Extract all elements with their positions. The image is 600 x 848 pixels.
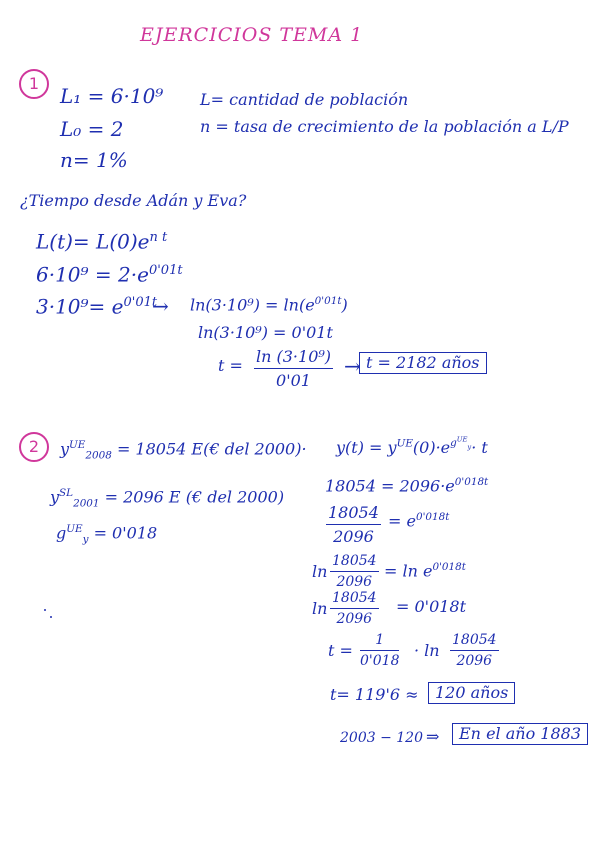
equation-3-exponent: 0'01t xyxy=(123,295,158,310)
equation-4 xyxy=(190,296,348,313)
sub-2008: 2008 xyxy=(85,449,112,462)
equation-1 xyxy=(36,231,167,252)
equation-2-base: 6·10⁹ = 2·e xyxy=(36,262,149,287)
growth-formula xyxy=(336,437,488,456)
formula-y: y(t) = y xyxy=(336,437,397,457)
var-y-sl: y xyxy=(50,487,60,507)
sup-sl: SL xyxy=(59,487,74,499)
var-y: y xyxy=(60,439,70,459)
given-y-sl-2001 xyxy=(50,488,284,509)
formula-exp-sub: y xyxy=(467,443,472,452)
step-3-fraction xyxy=(326,503,381,546)
step-3-exponent: 0'018t xyxy=(415,511,450,523)
question: ¿Tiempo desde Adán y Eva? xyxy=(20,191,247,210)
given-l0: L₀ = 2 xyxy=(60,117,124,141)
step-4-rhs xyxy=(384,562,466,579)
arrow-1: → xyxy=(152,294,169,318)
exercise-2-number: 2 xyxy=(19,432,49,462)
value-y-sl: = 2096 E (€ del 2000) xyxy=(104,487,285,507)
step-3-rhs-base: = e xyxy=(388,511,416,531)
step-4-fraction xyxy=(330,553,379,590)
equation-5: ln(3·10⁹) = 0'01t xyxy=(198,323,333,342)
step-6-lhs: t = xyxy=(328,641,353,660)
given-y-ue-2008 xyxy=(60,440,307,461)
step-3-numerator: 18054 xyxy=(328,503,379,522)
step-5-ln: ln xyxy=(312,599,328,618)
equation-3 xyxy=(36,296,157,317)
sub-2001: 2001 xyxy=(73,497,100,510)
step-4-denominator: 2096 xyxy=(330,571,379,590)
arrow-2: → xyxy=(344,354,361,378)
step-7: t= 119'6 ≈ xyxy=(330,685,419,704)
arrow-3: ⇒ xyxy=(426,727,440,746)
answer-box-3: En el año 1883 xyxy=(452,723,588,745)
step-5-denominator: 2096 xyxy=(330,608,379,627)
equation-1-base: L(t)= L(0)e xyxy=(36,229,150,254)
stray-dot xyxy=(44,609,46,611)
definition-l: L= cantidad de población xyxy=(200,90,409,109)
step-6-fraction xyxy=(360,632,399,669)
given-g xyxy=(56,524,157,545)
value-g: = 0'018 xyxy=(93,523,158,543)
step-3-rhs xyxy=(388,512,449,529)
equation-3-base: 3·10⁹= e xyxy=(36,294,124,319)
sup-ue: UE xyxy=(69,439,86,451)
exercise-1-number: 1 xyxy=(19,69,49,99)
step-6-numerator: 1 xyxy=(375,632,385,648)
step-6-numerator-2: 18054 xyxy=(452,632,497,648)
step-4-numerator: 18054 xyxy=(332,553,377,569)
equation-4-exponent: 0'01t xyxy=(314,295,342,307)
step-6-fraction-2 xyxy=(450,632,499,669)
formula-sup: UE xyxy=(396,437,413,450)
equation-6-denominator: 0'01 xyxy=(254,368,333,390)
equation-6-fraction xyxy=(254,347,333,390)
equation-2-exponent: 0'01t xyxy=(148,263,183,278)
formula-mid: (0)·e xyxy=(412,437,451,457)
step-6-ln: · ln xyxy=(414,641,440,660)
given-n: n= 1% xyxy=(60,148,128,172)
step-4-exponent: 0'018t xyxy=(432,561,466,573)
formula-tail: · t xyxy=(471,437,488,457)
step-2 xyxy=(325,477,488,494)
formula-exp: g xyxy=(450,437,457,450)
formula-exp-sup: UE xyxy=(456,436,468,444)
value-y-ue: = 18054 E(€ del 2000)· xyxy=(116,439,307,459)
step-5-rhs: = 0'018t xyxy=(396,597,467,616)
step-2-base: 18054 = 2096·e xyxy=(325,476,455,496)
step-3-denominator: 2096 xyxy=(326,524,381,546)
answer-box-2: 120 años xyxy=(428,682,515,704)
equation-4-close: ) xyxy=(341,295,348,315)
equation-1-exponent: n t xyxy=(149,230,168,245)
step-6-denominator: 0'018 xyxy=(360,650,399,669)
equation-6-lhs: t = xyxy=(218,356,243,375)
step-5-fraction xyxy=(330,590,379,627)
var-g: g xyxy=(56,523,67,543)
page-title: EJERCICIOS TEMA 1 xyxy=(140,24,364,46)
stray-dot xyxy=(50,616,52,618)
sup-ue-g: UE xyxy=(66,523,83,535)
step-6-denominator-2: 2096 xyxy=(450,650,499,669)
step-5-numerator: 18054 xyxy=(332,590,377,606)
definition-n: n = tasa de crecimiento de la población a L/P xyxy=(200,117,569,136)
equation-4-base: ln(3·10⁹) = ln(e xyxy=(190,295,315,315)
answer-box-1: t = 2182 años xyxy=(359,352,487,374)
equation-6-numerator: ln (3·10⁹) xyxy=(256,347,332,366)
step-2-exponent: 0'018t xyxy=(454,476,489,488)
sub-y: y xyxy=(82,533,89,546)
given-l1: L₁ = 6·10⁹ xyxy=(60,84,164,108)
equation-2 xyxy=(36,264,183,285)
step-8: 2003 − 120 xyxy=(340,730,423,746)
step-4-rhs-base: = ln e xyxy=(384,561,433,581)
step-4-ln: ln xyxy=(312,562,328,581)
